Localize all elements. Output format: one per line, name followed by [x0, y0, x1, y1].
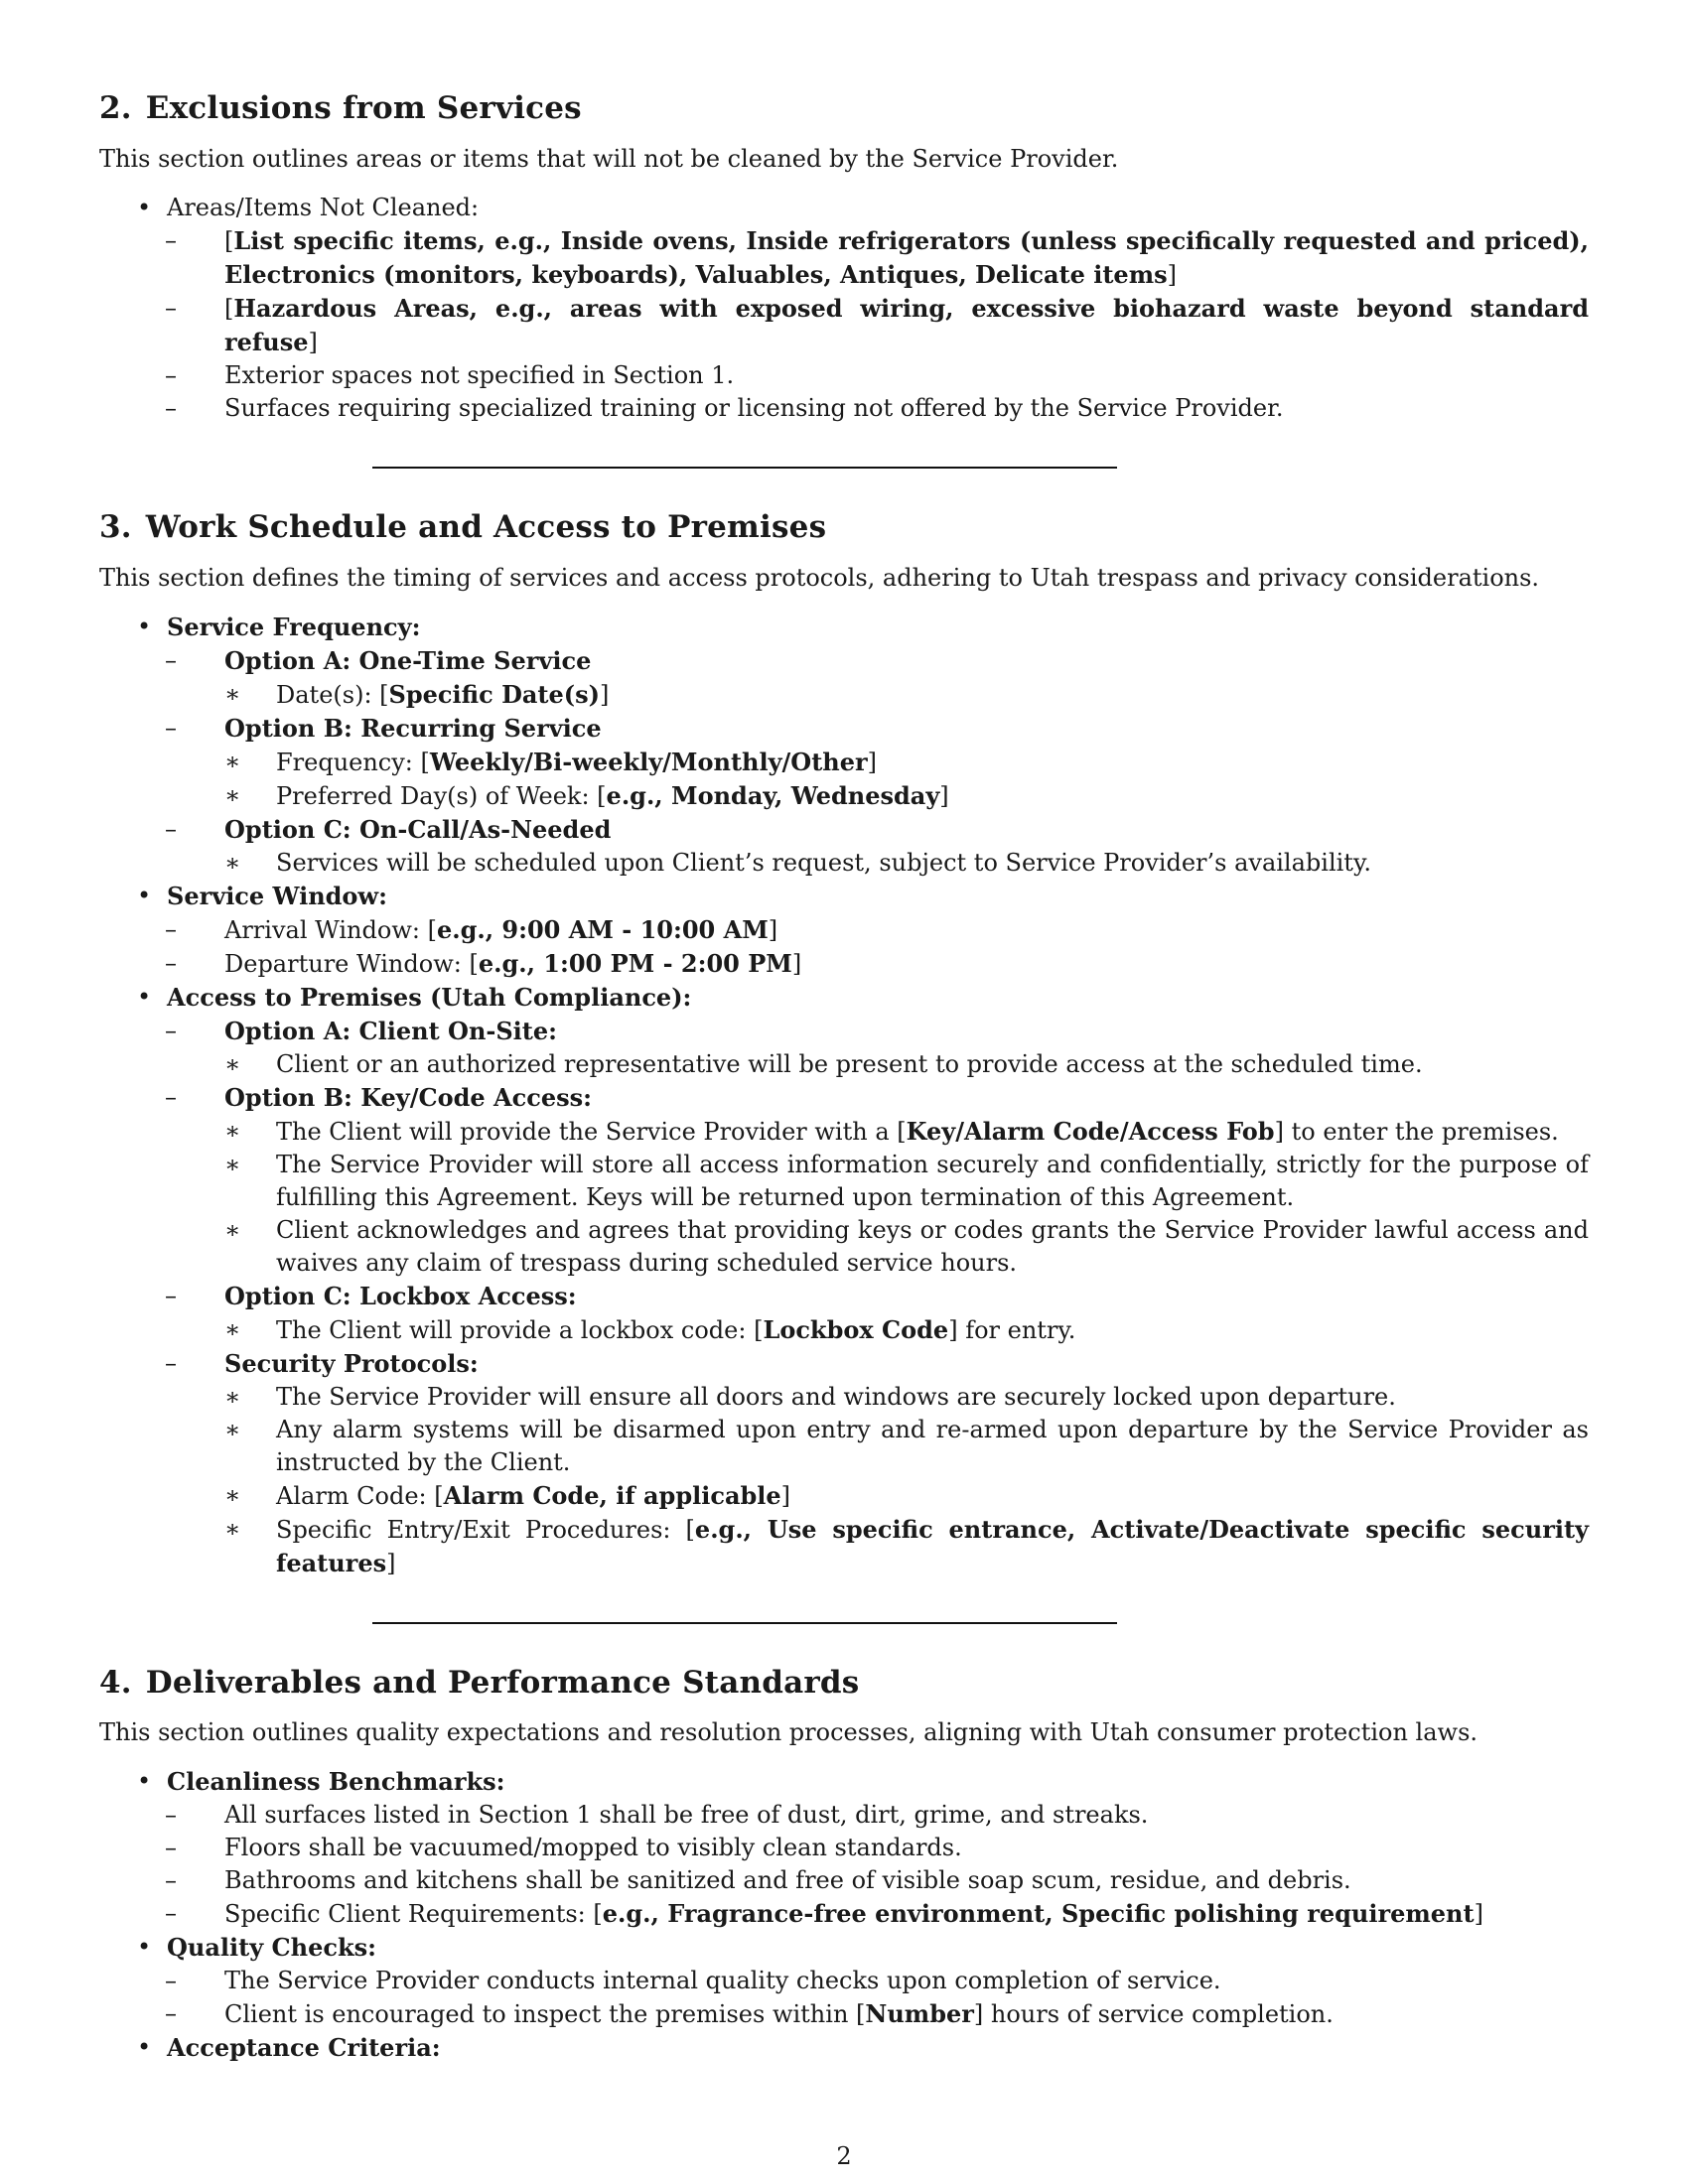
- list-item: ∗ Alarm Code: [Alarm Code, if applicable]: [224, 1479, 1589, 1513]
- list-item: – [List specific items, e.g., Inside ovens, Inside refrigerators (unless specifically requested and priced), Electronics (monitors, keyboards), Valuables, Antiques, Delicate items]: [165, 224, 1589, 292]
- bullet-list: [99, 1765, 1589, 2065]
- section-heading: 2. Exclusions from Services: [99, 90, 582, 126]
- list-item: ∗ Frequency: [Weekly/Bi-weekly/Monthly/Other]: [224, 746, 1589, 779]
- section-heading: 3. Work Schedule and Access to Premises: [99, 508, 827, 545]
- list-item: ∗ The Service Provider will ensure all doors and windows are securely locked upon departure.: [224, 1381, 1589, 1414]
- section-intro: This section outlines quality expectations and resolution processes, aligning with Utah consumer protection laws.: [99, 1718, 1478, 1747]
- section-intro: This section outlines areas or items that will not be cleaned by the Service Provider.: [99, 144, 1119, 173]
- section-deliverables: [99, 1664, 1589, 2066]
- list-item: ∗ Any alarm systems will be disarmed upon entry and re-armed upon departure by the Service Provider as instructed by the Client.: [224, 1414, 1589, 1479]
- section-heading: 4. Deliverables and Performance Standards: [99, 1664, 860, 1701]
- list-item: – Option B: Key/Code Access: ∗ The Client will provide the Service Provider with a [Key/Alarm Code/Access Fob] to enter the premises. ∗ The Service Provider will store all access information securely and confidentially, strictly for the purpose of fulfilling this Agreement. Keys will be returned upon termination of this Agreement. ∗ Client acknowledges and agrees that providing keys or codes grants the Service Provider lawful access and waives any claim of trespass during scheduled service hours.: [165, 1081, 1589, 1280]
- list-item: • Quality Checks: – The Service Provider conducts internal quality checks upon completion of service. – Client is encouraged to inspect the premises within [Number] hours of service completion.: [99, 1931, 1589, 2031]
- list-item: – Specific Client Requirements: [e.g., Fragrance-free environment, Specific polishing requirement]: [165, 1897, 1589, 1931]
- list-item: ∗ Services will be scheduled upon Client’s request, subject to Service Provider’s availability.: [224, 847, 1589, 880]
- list-item: ∗ Date(s): [Specific Date(s)]: [224, 678, 1589, 712]
- list-item: – Option C: On-Call/As-Needed ∗ Services will be scheduled upon Client’s request, subject to Service Provider’s availability.: [165, 813, 1589, 880]
- list-item: • Service Frequency: – Option A: One-Time Service ∗ Date(s): [Specific Date(s)] – Option B: Recurring Service ∗ Frequency: [Weekly/Bi-weekly/Monthly/Other] ∗ Preferred Day(s) of Week: [e.g., Monday, Wednesday] – Option C: On-Call/As-Needed ∗ Services will be scheduled upon Client’s request, subject to Service Provider’s availability.: [99, 611, 1589, 880]
- section-exclusions: [99, 89, 1589, 469]
- list-item: ∗ The Client will provide a lockbox code: [Lockbox Code] for entry.: [224, 1313, 1589, 1347]
- page-number: 2: [836, 2142, 852, 2170]
- bullet-list: [99, 192, 1589, 425]
- section-divider: [372, 467, 1117, 469]
- list-item: ∗ Preferred Day(s) of Week: [e.g., Monday, Wednesday]: [224, 779, 1589, 813]
- list-item: – Option C: Lockbox Access: ∗ The Client will provide a lockbox code: [Lockbox Code] for entry.: [165, 1280, 1589, 1347]
- list-item: – Client is encouraged to inspect the premises within [Number] hours of service completion.: [165, 1997, 1589, 2031]
- list-item: • Acceptance Criteria:: [99, 2031, 1589, 2065]
- section-work-schedule: [99, 508, 1589, 1624]
- list-item: – Option B: Recurring Service ∗ Frequency: [Weekly/Bi-weekly/Monthly/Other] ∗ Preferred Day(s) of Week: [e.g., Monday, Wednesday]: [165, 712, 1589, 813]
- list-item: ∗ Specific Entry/Exit Procedures: [e.g., Use specific entrance, Activate/Deactivate specific security features]: [224, 1513, 1589, 1580]
- list-item: – Bathrooms and kitchens shall be sanitized and free of visible soap scum, residue, and debris.: [165, 1864, 1589, 1897]
- list-item: – Arrival Window: [e.g., 9:00 AM - 10:00 AM]: [165, 913, 1589, 947]
- list-item: – Option A: One-Time Service ∗ Date(s): [Specific Date(s)]: [165, 644, 1589, 712]
- list-item: – Surfaces requiring specialized training or licensing not offered by the Service Provider.: [165, 392, 1589, 425]
- list-item: – Option A: Client On-Site: ∗ Client or an authorized representative will be present to provide access at the scheduled time.: [165, 1015, 1589, 1081]
- list-item: – The Service Provider conducts internal quality checks upon completion of service.: [165, 1965, 1589, 1997]
- list-item: – [Hazardous Areas, e.g., areas with exposed wiring, excessive biohazard waste beyond standard refuse]: [165, 292, 1589, 359]
- list-item: – All surfaces listed in Section 1 shall be free of dust, dirt, grime, and streaks.: [165, 1799, 1589, 1832]
- section-intro: This section defines the timing of services and access protocols, adhering to Utah trespass and privacy considerations.: [99, 563, 1540, 592]
- list-item: ∗ The Client will provide the Service Provider with a [Key/Alarm Code/Access Fob] to enter the premises.: [224, 1115, 1589, 1149]
- list-item: – Departure Window: [e.g., 1:00 PM - 2:00 PM]: [165, 947, 1589, 981]
- section-divider: [372, 1622, 1117, 1624]
- list-item: – Security Protocols: ∗ The Service Provider will ensure all doors and windows are securely locked upon departure. ∗ Any alarm systems will be disarmed upon entry and re-armed upon departure by the Service Provider as instructed by the Client. ∗ Alarm Code: [Alarm Code, if applicable] ∗ Specific Entry/Exit Procedures: [e.g., Use specific entrance, Activate/Deactivate specific security features]: [165, 1347, 1589, 1580]
- list-item: ∗ Client acknowledges and agrees that providing keys or codes grants the Service Provider lawful access and waives any claim of trespass during scheduled service hours.: [224, 1214, 1589, 1280]
- list-item: ∗ The Service Provider will store all access information securely and confidentially, strictly for the purpose of fulfilling this Agreement. Keys will be returned upon termination of this Agreement.: [224, 1149, 1589, 1214]
- list-item: • Areas/Items Not Cleaned: – [List specific items, e.g., Inside ovens, Inside refrigerators (unless specifically requested and priced), Electronics (monitors, keyboards), Valuables, Antiques, Delicate items] – [Hazardous Areas, e.g., areas with exposed wiring, excessive biohazard waste beyond standard refuse] – Exterior spaces not specified in Section 1. – Surfaces requiring specialized training or licensing not offered by the Service Provider.: [99, 192, 1589, 425]
- list-item: • Cleanliness Benchmarks: – All surfaces listed in Section 1 shall be free of dust, dirt, grime, and streaks. – Floors shall be vacuumed/mopped to visibly clean standards. – Bathrooms and kitchens shall be sanitized and free of visible soap scum, residue, and debris. – Specific Client Requirements: [e.g., Fragrance-free environment, Specific polishing requirement]: [99, 1765, 1589, 1931]
- document-page: [99, 89, 1589, 2065]
- list-item: • Service Window: – Arrival Window: [e.g., 9:00 AM - 10:00 AM] – Departure Window: [e.g., 1:00 PM - 2:00 PM]: [99, 880, 1589, 981]
- list-item: – Exterior spaces not specified in Section 1.: [165, 359, 1589, 392]
- list-item: • Access to Premises (Utah Compliance): – Option A: Client On-Site: ∗ Client or an authorized representative will be present to provide access at the scheduled time. – Option B: Key/Code Access: ∗ The Client will provide the Service Provider with a [Key/Alarm Code/Access Fob] to enter the premises. ∗ The Service Provider will store all access information securely and confidentially, strictly for the purpose of fulfilling this Agreement. Keys will be returned upon termination of this Agreement. ∗ Client acknowledges and agrees that providing keys or codes grants the Service Provider lawful access and waives any claim of trespass during scheduled service hours. – Option C: Lockbox Access: ∗ The Client will provide a lockbox code: [Lockbox Code] for entry. – Security Protocols: ∗ The Service Provider will ensure all doors and windows are securely locked upon departure. ∗ Any alarm systems will be disarmed upon entry and re-armed upon departure by the Service Provider as instructed by the Client. ∗ Alarm Code: [Alarm Code, if applicable] ∗ Specific Entry/Exit Procedures: [e.g., Use specific entrance, Activate/Deactivate specific security features]: [99, 981, 1589, 1580]
- list-item: – Floors shall be vacuumed/mopped to visibly clean standards.: [165, 1832, 1589, 1864]
- bullet-list: [99, 611, 1589, 1580]
- list-item: ∗ Client or an authorized representative will be present to provide access at the scheduled time.: [224, 1048, 1589, 1081]
